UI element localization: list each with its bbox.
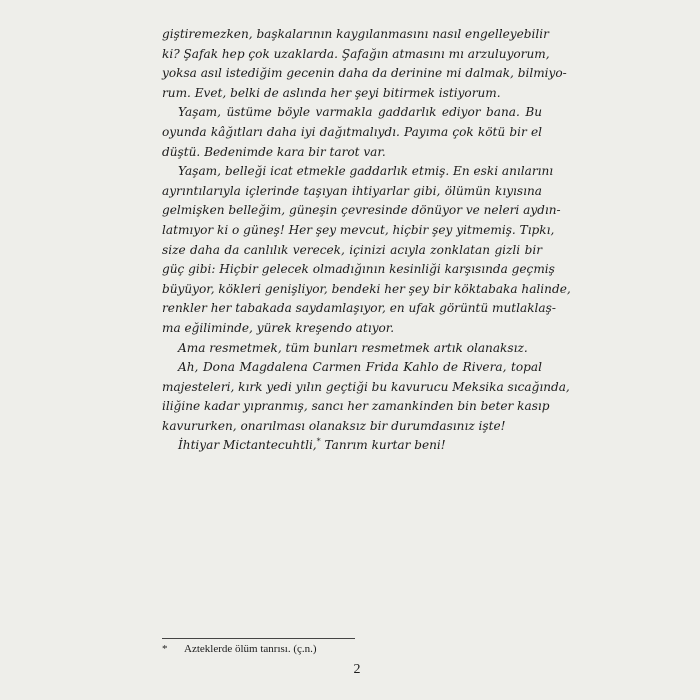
body-text (162, 25, 571, 456)
text-line: ayrıntılarıyla içlerinde taşıyan ihtiyarlar gibi, ölümün kıyısına (162, 183, 542, 198)
text-line: iliğine kadar yıpranmış, sancı her zamankinden bin beter kasıp (162, 399, 550, 414)
text-line: rum. Evet, belki de aslında her şeyi bitirmek istiyorum. (162, 85, 501, 100)
text-segment: İhtiyar Mictantecuhtli, (178, 438, 317, 453)
text-line: büyüyor, kökleri genişliyor, bendeki her şey bir köktabaka halinde, (162, 281, 571, 296)
text-line: Ama resmetmek, tüm bunları resmetmek artık olanaksız. (178, 340, 528, 355)
text-line: yoksa asıl istediğim gecenin daha da derinine mi dalmak, bilmiyo- (162, 66, 567, 81)
text-line: giştiremezken, başkalarının kaygılanmasını nasıl engelleyebilir (162, 27, 549, 41)
text-line: ma eğiliminde, yürek kreşendo atıyor. (162, 320, 395, 335)
text-segment: Tanrım kurtar beni! (324, 438, 446, 453)
text-line: ki? Şafak hep çok uzaklarda. Şafağın atmasını mı arzuluyorum, (162, 46, 550, 61)
footnote-star: * (162, 643, 168, 655)
text-line: Yaşam, üstüme böyle varmakla gaddarlık ediyor bana. Bu (178, 105, 542, 120)
page-number: 2 (353, 662, 361, 677)
text-line: Yaşam, belleği icat etmekle gaddarlık etmiş. En eski anılarını (178, 164, 554, 179)
footnote-text: Azteklerde ölüm tanrısı. (ç.n.) (184, 643, 317, 655)
text-line: renkler her tabakada saydamlaşıyor, en ufak görüntü mutlaklaş- (162, 301, 556, 316)
footnote (162, 643, 317, 655)
footnote-marker: * (316, 437, 321, 447)
text-line: majesteleri, kırk yedi yılın geçtiği bu kavurucu Meksika sıcağında, (162, 379, 570, 394)
text-line (162, 436, 542, 456)
text-line: düştü. Bedenimde kara bir tarot var. (162, 144, 386, 159)
text-line: oyunda kâğıtları daha iyi dağıtmalıydı. Payıma çok kötü bir el (162, 124, 542, 139)
text-line: kavururken, onarılması olanaksız bir durumdasınız işte! (162, 418, 506, 433)
text-line: size daha da canlılık verecek, içinizi acıyla zonklatan gizli bir (162, 242, 542, 257)
footnote-divider (162, 638, 355, 639)
text-line: Ah, Dona Magdalena Carmen Frida Kahlo de Rivera, topal (178, 360, 542, 375)
text-line: gelmişken belleğim, güneşin çevresinde dönüyor ve neleri aydın- (162, 203, 561, 218)
text-line: güç gibi: Hiçbir gelecek olmadığının kesinliği karşısında geçmiş (162, 262, 555, 277)
text-line: latmıyor ki o güneş! Her şey mevcut, hiçbir şey yitmemiş. Tıpkı, (162, 222, 555, 237)
